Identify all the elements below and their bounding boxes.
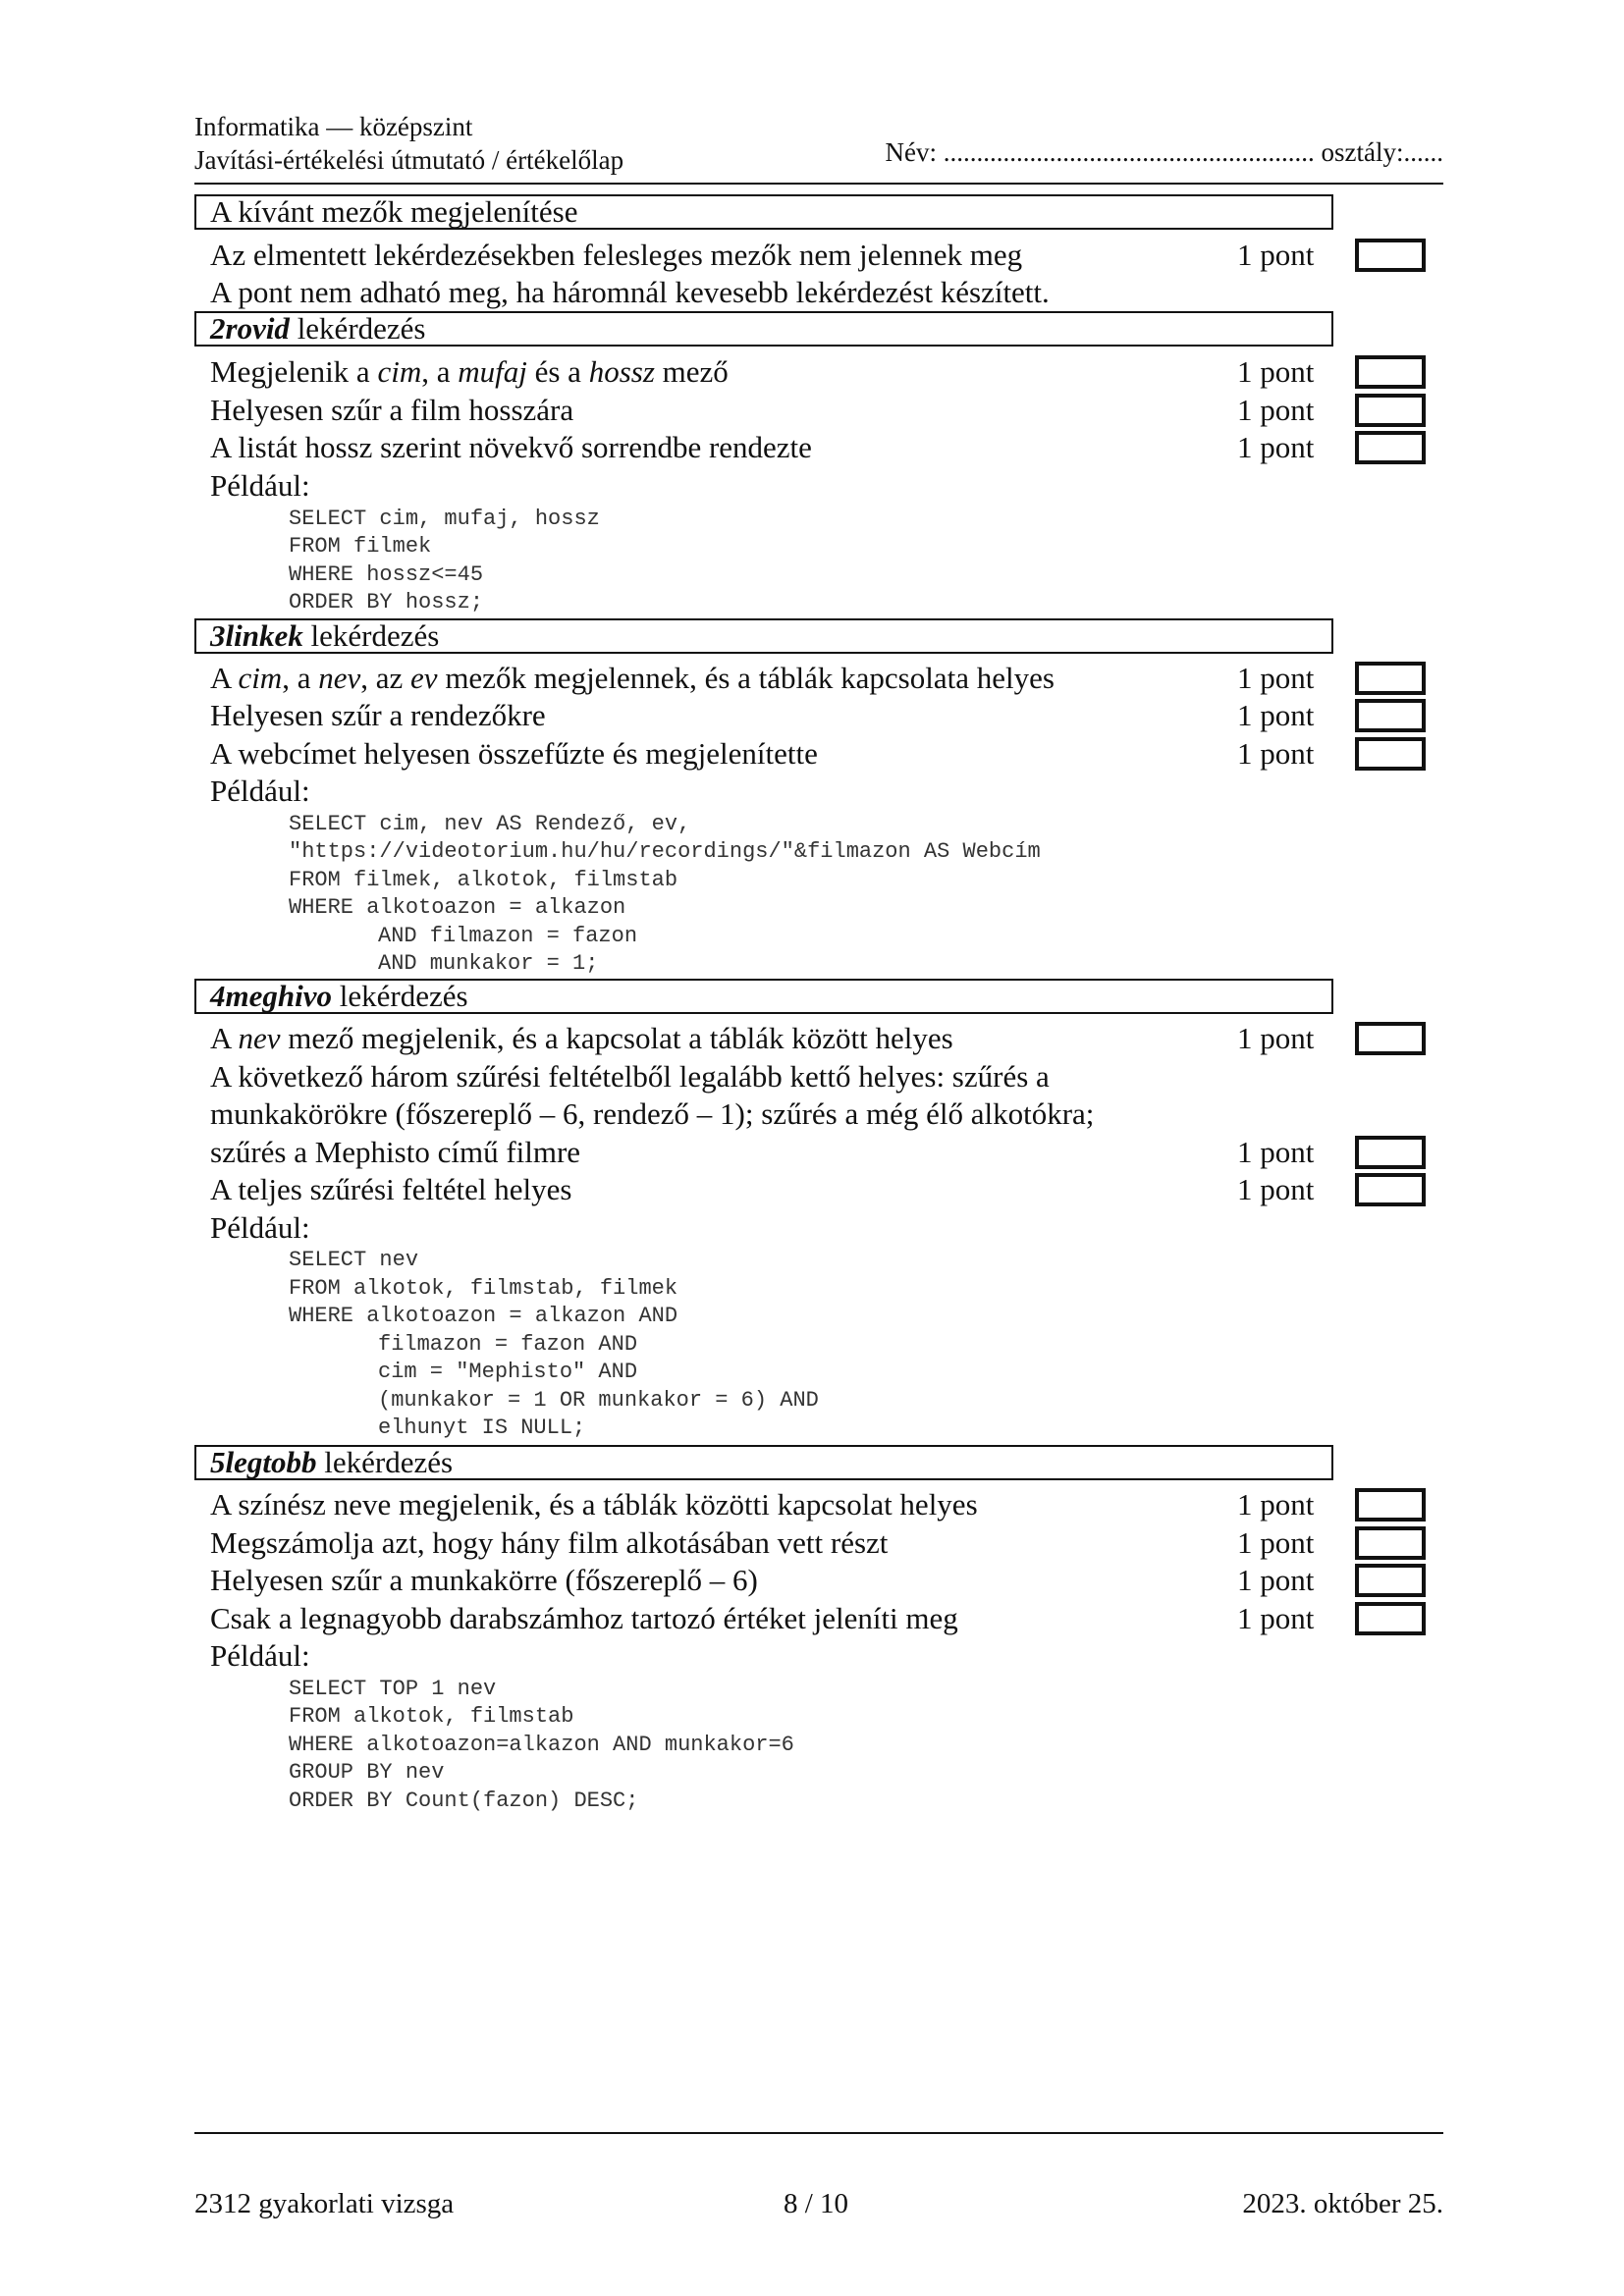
criterion-row bbox=[0, 1524, 1624, 1562]
code-line: SELECT TOP 1 nev bbox=[289, 1677, 497, 1701]
query-name: 5legtobb bbox=[210, 1445, 317, 1479]
example-label-row bbox=[0, 1209, 1624, 1247]
score-box[interactable] bbox=[1355, 1526, 1426, 1560]
code-line: FROM alkotok, filmstab, filmek bbox=[289, 1276, 678, 1301]
example-label-row bbox=[0, 773, 1624, 810]
score-box[interactable] bbox=[1355, 699, 1426, 732]
section-header-meghivo bbox=[194, 979, 1333, 1014]
criterion-text: Megszámolja azt, hogy hány film alkotásában vett részt bbox=[210, 1525, 889, 1560]
code-line: cim = "Mephisto" AND bbox=[378, 1360, 638, 1384]
points-label: 1 pont bbox=[1237, 698, 1315, 732]
example-label-row bbox=[0, 1637, 1624, 1675]
criterion-text: A webcímet helyesen összefűzte és megjelenítette bbox=[210, 736, 818, 771]
criterion-row bbox=[0, 1020, 1624, 1057]
criterion-text: A színész neve megjelenik, és a táblák közötti kapcsolat helyes bbox=[210, 1487, 978, 1522]
criterion-text: Helyesen szűr a munkakörre (főszereplő – 6) bbox=[210, 1563, 758, 1597]
example-label: Például: bbox=[210, 468, 310, 503]
criterion-text: munkakörökre (főszereplő – 6, rendező – 1); szűrés a még élő alkotókra; bbox=[210, 1096, 1095, 1131]
criterion-row bbox=[0, 1486, 1624, 1523]
code-line: AND filmazon = fazon bbox=[378, 924, 638, 948]
code-line: elhunyt IS NULL; bbox=[378, 1415, 586, 1440]
criterion-text: A következő három szűrési feltételből legalább kettő helyes: szűrés a bbox=[210, 1059, 1050, 1094]
document-subtitle: Javítási-értékelési útmutató / értékelőlap bbox=[194, 145, 624, 175]
score-box[interactable] bbox=[1355, 1022, 1426, 1055]
points-label: 1 pont bbox=[1237, 1563, 1315, 1597]
criterion-text: Csak a legnagyobb darabszámhoz tartozó értéket jeleníti meg bbox=[210, 1601, 958, 1635]
page-number: 8 / 10 bbox=[784, 2188, 849, 2219]
code-line: ORDER BY Count(fazon) DESC; bbox=[289, 1789, 639, 1813]
code-line: WHERE alkotoazon = alkazon bbox=[289, 895, 626, 920]
criterion-row bbox=[0, 353, 1624, 391]
query-name: 4meghivo bbox=[210, 979, 332, 1013]
score-box[interactable] bbox=[1355, 431, 1426, 464]
points-label: 1 pont bbox=[1237, 1172, 1315, 1206]
score-box[interactable] bbox=[1355, 1564, 1426, 1597]
criterion-row bbox=[0, 392, 1624, 429]
footer-date: 2023. október 25. bbox=[1242, 2188, 1443, 2219]
criterion-row bbox=[0, 735, 1624, 773]
example-label: Például: bbox=[210, 1210, 310, 1245]
code-line: GROUP BY nev bbox=[289, 1760, 445, 1785]
section-header-linkek bbox=[194, 618, 1333, 654]
points-label: 1 pont bbox=[1237, 354, 1315, 389]
score-box[interactable] bbox=[1355, 662, 1426, 695]
criterion-text: Megjelenik a cim, a mufaj és a hossz mező bbox=[210, 354, 729, 389]
points-label: 1 pont bbox=[1237, 1487, 1315, 1522]
criterion-row bbox=[0, 1134, 1624, 1171]
example-label-row bbox=[0, 467, 1624, 505]
criterion-text: A pont nem adható meg, ha háromnál kevesebb lekérdezést készített. bbox=[210, 275, 1050, 309]
criterion-row bbox=[0, 237, 1624, 274]
criterion-row bbox=[0, 429, 1624, 466]
section-title: lekérdezés bbox=[289, 311, 426, 346]
criterion-row bbox=[0, 1600, 1624, 1637]
criterion-row bbox=[0, 1562, 1624, 1599]
code-line: WHERE hossz<=45 bbox=[289, 562, 484, 587]
points-label: 1 pont bbox=[1237, 1525, 1315, 1560]
example-label: Például: bbox=[210, 1638, 310, 1673]
footer-exam-code: 2312 gyakorlati vizsga bbox=[194, 2188, 455, 2219]
example-label: Például: bbox=[210, 774, 310, 808]
points-label: 1 pont bbox=[1237, 1021, 1315, 1055]
criterion-row bbox=[0, 660, 1624, 697]
score-box[interactable] bbox=[1355, 1136, 1426, 1169]
page-header bbox=[194, 110, 1443, 185]
subject-title: Informatika — középszint bbox=[194, 112, 473, 141]
section-title: lekérdezés bbox=[316, 1445, 454, 1479]
score-box[interactable] bbox=[1355, 394, 1426, 427]
code-line: ORDER BY hossz; bbox=[289, 590, 484, 614]
query-name: 2rovid bbox=[210, 311, 290, 346]
score-box[interactable] bbox=[1355, 1602, 1426, 1635]
score-box[interactable] bbox=[1355, 239, 1426, 272]
criterion-row bbox=[0, 697, 1624, 734]
section-title: lekérdezés bbox=[332, 979, 468, 1013]
code-line: filmazon = fazon AND bbox=[378, 1332, 638, 1357]
criterion-text: A nev mező megjelenik, és a kapcsolat a táblák között helyes bbox=[210, 1021, 953, 1055]
section-title: A kívánt mezők megjelenítése bbox=[210, 194, 578, 229]
score-box[interactable] bbox=[1355, 1173, 1426, 1206]
code-line: AND munkakor = 1; bbox=[378, 951, 599, 976]
criterion-row bbox=[0, 1171, 1624, 1208]
criterion-note bbox=[0, 274, 1624, 311]
score-box[interactable] bbox=[1355, 355, 1426, 389]
criterion-row bbox=[0, 1058, 1624, 1095]
name-class-field: Név: ........................................................ osztály:...... bbox=[885, 137, 1443, 167]
code-line: WHERE alkotoazon = alkazon AND bbox=[289, 1304, 678, 1328]
query-name: 3linkek bbox=[210, 618, 303, 653]
code-line: SELECT cim, mufaj, hossz bbox=[289, 507, 600, 531]
criterion-row bbox=[0, 1095, 1624, 1133]
code-line: WHERE alkotoazon=alkazon AND munkakor=6 bbox=[289, 1733, 794, 1757]
points-label: 1 pont bbox=[1237, 430, 1315, 464]
criterion-text: szűrés a Mephisto című filmre bbox=[210, 1135, 581, 1169]
points-label: 1 pont bbox=[1237, 1135, 1315, 1169]
score-box[interactable] bbox=[1355, 737, 1426, 771]
section-title: lekérdezés bbox=[302, 618, 440, 653]
section-header-rovid bbox=[194, 311, 1333, 347]
footer-divider bbox=[194, 2132, 1443, 2134]
criterion-text: A teljes szűrési feltétel helyes bbox=[210, 1172, 572, 1206]
code-line: FROM alkotok, filmstab bbox=[289, 1704, 574, 1729]
section-header-fields bbox=[194, 194, 1333, 230]
section-header-legtobb bbox=[194, 1445, 1333, 1480]
criterion-text: Helyesen szűr a rendezőkre bbox=[210, 698, 546, 732]
code-line: SELECT nev bbox=[289, 1248, 419, 1272]
score-box[interactable] bbox=[1355, 1488, 1426, 1522]
code-line: FROM filmek, alkotok, filmstab bbox=[289, 868, 678, 892]
code-line: FROM filmek bbox=[289, 534, 432, 559]
criterion-text: Az elmentett lekérdezésekben felesleges mezők nem jelennek meg bbox=[210, 238, 1023, 272]
points-label: 1 pont bbox=[1237, 736, 1315, 771]
code-line: "https://videotorium.hu/hu/recordings/"&filmazon AS Webcím bbox=[289, 839, 1041, 864]
points-label: 1 pont bbox=[1237, 1601, 1315, 1635]
criterion-text: Helyesen szűr a film hosszára bbox=[210, 393, 574, 427]
code-line: SELECT cim, nev AS Rendező, ev, bbox=[289, 812, 691, 836]
criterion-text: A cim, a nev, az ev mezők megjelennek, és a táblák kapcsolata helyes bbox=[210, 661, 1055, 695]
points-label: 1 pont bbox=[1237, 393, 1315, 427]
code-line: (munkakor = 1 OR munkakor = 6) AND bbox=[378, 1388, 819, 1413]
points-label: 1 pont bbox=[1237, 661, 1315, 695]
criterion-text: A listát hossz szerint növekvő sorrendbe rendezte bbox=[210, 430, 812, 464]
points-label: 1 pont bbox=[1237, 238, 1315, 272]
